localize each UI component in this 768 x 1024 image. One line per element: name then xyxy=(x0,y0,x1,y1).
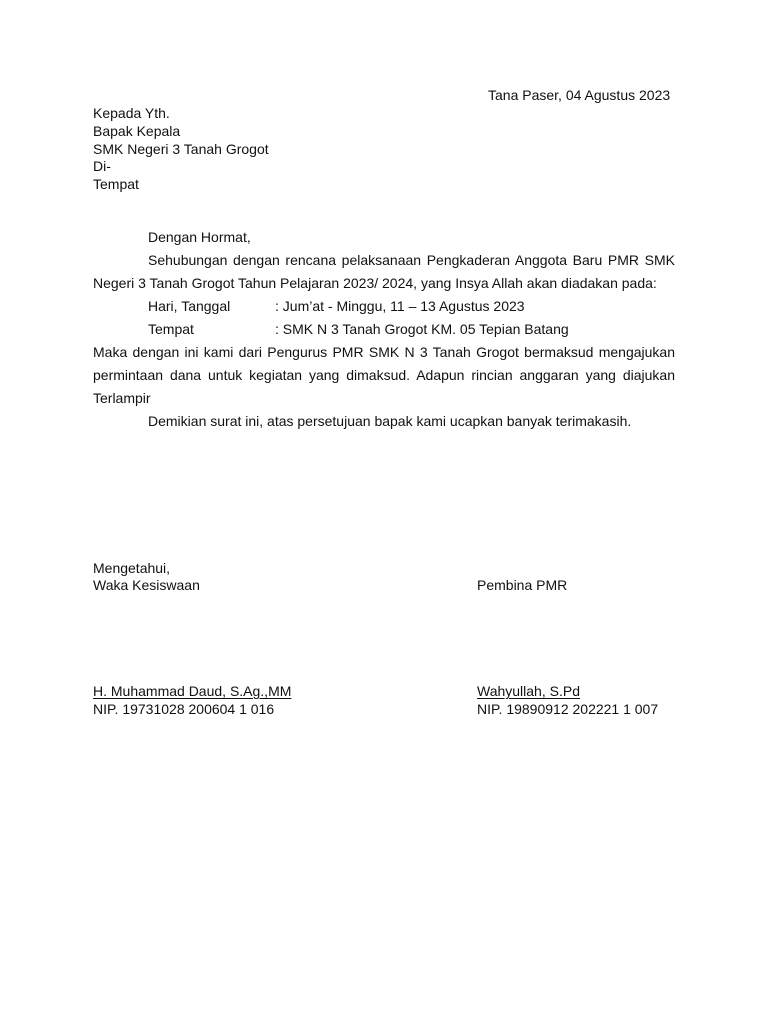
detail-label-date: Hari, Tanggal xyxy=(148,298,231,314)
body-para2-line-3: Terlampir xyxy=(93,390,151,406)
left-signatory-name: H. Muhammad Daud, S.Ag.,MM xyxy=(93,683,292,699)
body-para1-line-2: Negeri 3 Tanah Grogot Tahun Pelajaran 2023/ 2024, yang Insya Allah akan diadakan pada: xyxy=(93,275,657,291)
left-signatory-nip: NIP. 19731028 200604 1 016 xyxy=(93,701,275,717)
right-signatory-nip: NIP. 19890912 202221 1 007 xyxy=(477,701,659,717)
recipient-line-1: Kepada Yth. xyxy=(93,105,170,121)
body-para1-line-1: Sehubungan dengan rencana pelaksanaan Pengkaderan Anggota Baru PMR SMK xyxy=(148,252,675,268)
greeting: Dengan Hormat, xyxy=(148,229,251,245)
closing-sentence: Demikian surat ini, atas persetujuan bapak kami ucapkan banyak terimakasih. xyxy=(148,413,632,429)
detail-label-place: Tempat xyxy=(148,321,194,337)
place-date: Tana Paser, 04 Agustus 2023 xyxy=(488,87,671,103)
right-signatory-name: Wahyullah, S.Pd xyxy=(477,683,580,699)
body-para2-line-2: permintaan dana untuk kegiatan yang dimaksud. Adapun rincian anggaran yang diajukan xyxy=(93,367,675,383)
left-signatory-title: Waka Kesiswaan xyxy=(93,577,200,593)
recipient-line-2: Bapak Kepala xyxy=(93,123,181,139)
detail-value-place: : SMK N 3 Tanah Grogot KM. 05 Tepian Batang xyxy=(275,321,569,337)
acknowledge-label: Mengetahui, xyxy=(93,560,171,576)
recipient-line-5: Tempat xyxy=(93,176,139,192)
recipient-line-3: SMK Negeri 3 Tanah Grogot xyxy=(93,141,269,157)
recipient-line-4: Di- xyxy=(93,158,111,174)
detail-value-date: : Jum’at - Minggu, 11 – 13 Agustus 2023 xyxy=(275,298,525,314)
body-para2-line-1: Maka dengan ini kami dari Pengurus PMR SMK N 3 Tanah Grogot bermaksud mengajukan xyxy=(93,344,675,360)
right-signatory-title: Pembina PMR xyxy=(477,577,568,593)
